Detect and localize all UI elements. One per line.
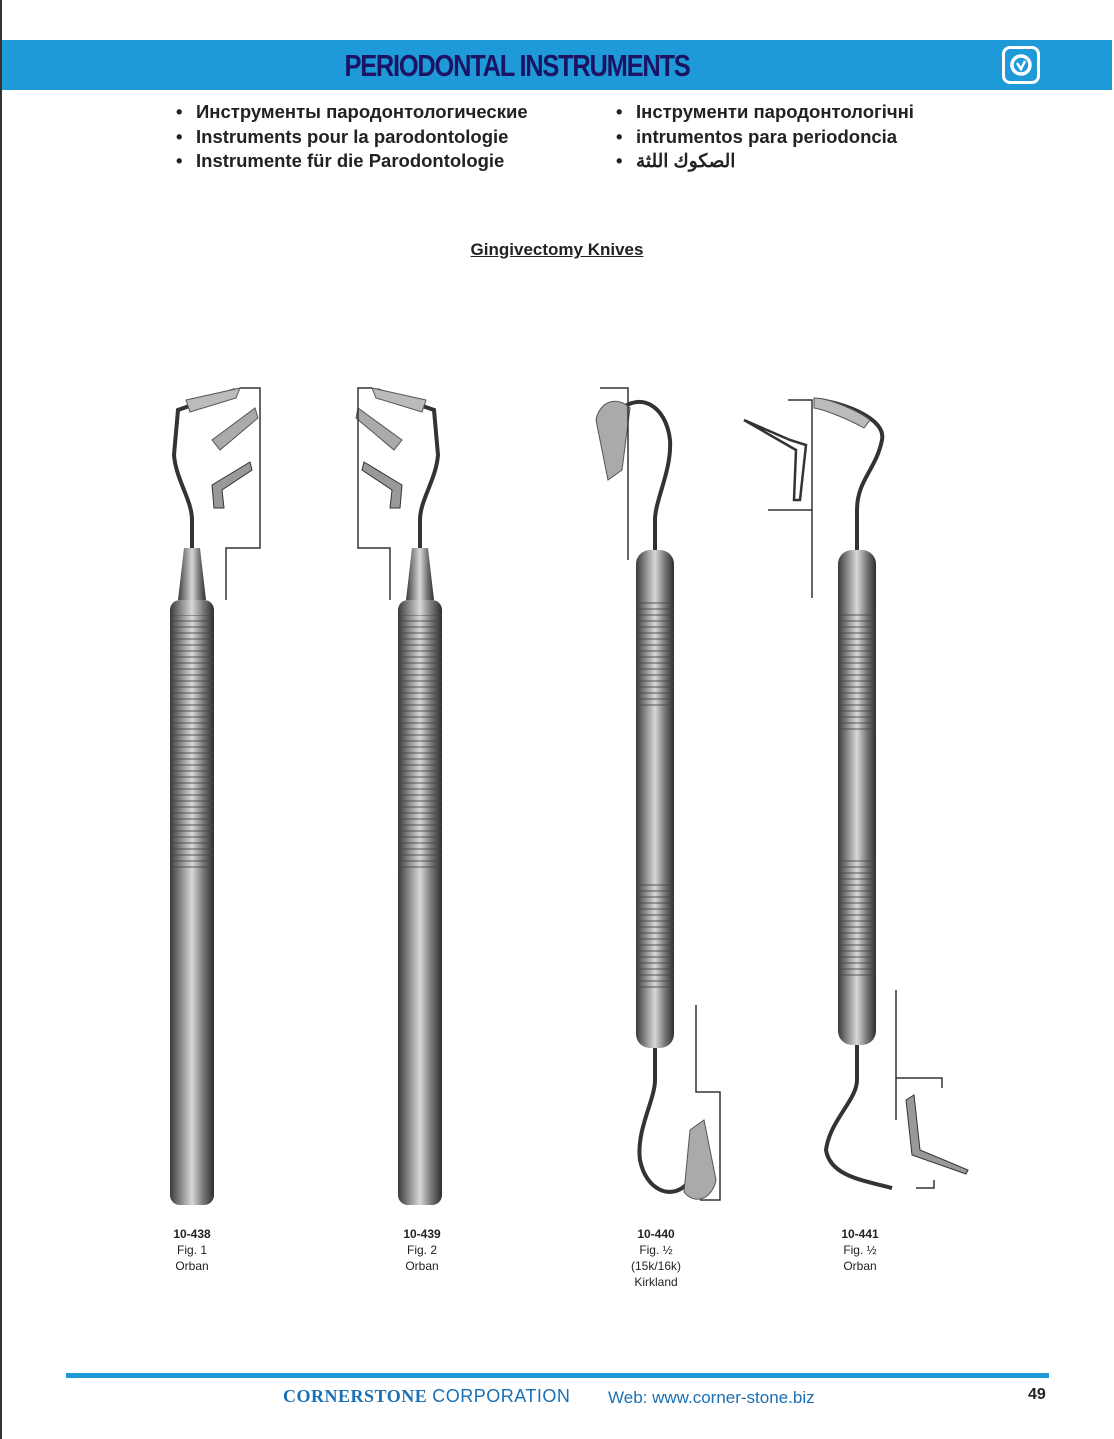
- section-title: Gingivectomy Knives: [470, 240, 644, 259]
- product-caption: [362, 1226, 482, 1274]
- product-extra: (15k/16k): [630, 1259, 682, 1273]
- product-code: 10-441: [841, 1227, 879, 1241]
- instrument-10-439: [356, 388, 442, 1205]
- product-fig: Fig. 1: [176, 1243, 207, 1257]
- instrument-10-438: [170, 388, 260, 1205]
- product-fig: Fig. ½: [639, 1243, 673, 1257]
- product-caption: [132, 1226, 252, 1274]
- footer-divider: [66, 1373, 1049, 1378]
- instrument-10-440: [596, 388, 720, 1200]
- product-name: Orban: [175, 1259, 209, 1273]
- instrument-10-441: [744, 398, 968, 1188]
- product-name: Kirkland: [634, 1275, 678, 1289]
- footer-company: CORNERSTONE CORPORATION: [283, 1386, 571, 1406]
- page-title: PERIODONTAL INSTRUMENTS: [344, 48, 690, 83]
- product-code: 10-438: [173, 1227, 211, 1241]
- product-name: Orban: [405, 1259, 439, 1273]
- language-item: • intrumentos para periodoncia: [616, 125, 898, 147]
- language-item: • Інструменти пародонтологічні: [616, 101, 914, 122]
- product-code: 10-439: [403, 1227, 441, 1241]
- product-caption: [596, 1226, 716, 1290]
- product-name: Orban: [843, 1259, 877, 1273]
- footer-web-link[interactable]: Web: www.corner-stone.biz: [608, 1388, 815, 1407]
- language-item: • Instruments pour la parodontologie: [176, 125, 509, 147]
- language-item: • Инструменты пародонтологические: [176, 101, 528, 122]
- product-caption: [800, 1226, 920, 1274]
- page-number: 49: [1028, 1386, 1046, 1403]
- product-code: 10-440: [637, 1227, 675, 1241]
- language-item: • Instrumente für die Parodontologie: [176, 150, 505, 171]
- language-item: • الصكوك اللثة: [616, 150, 736, 171]
- product-fig: Fig. ½: [843, 1243, 877, 1257]
- product-fig: Fig. 2: [406, 1243, 437, 1257]
